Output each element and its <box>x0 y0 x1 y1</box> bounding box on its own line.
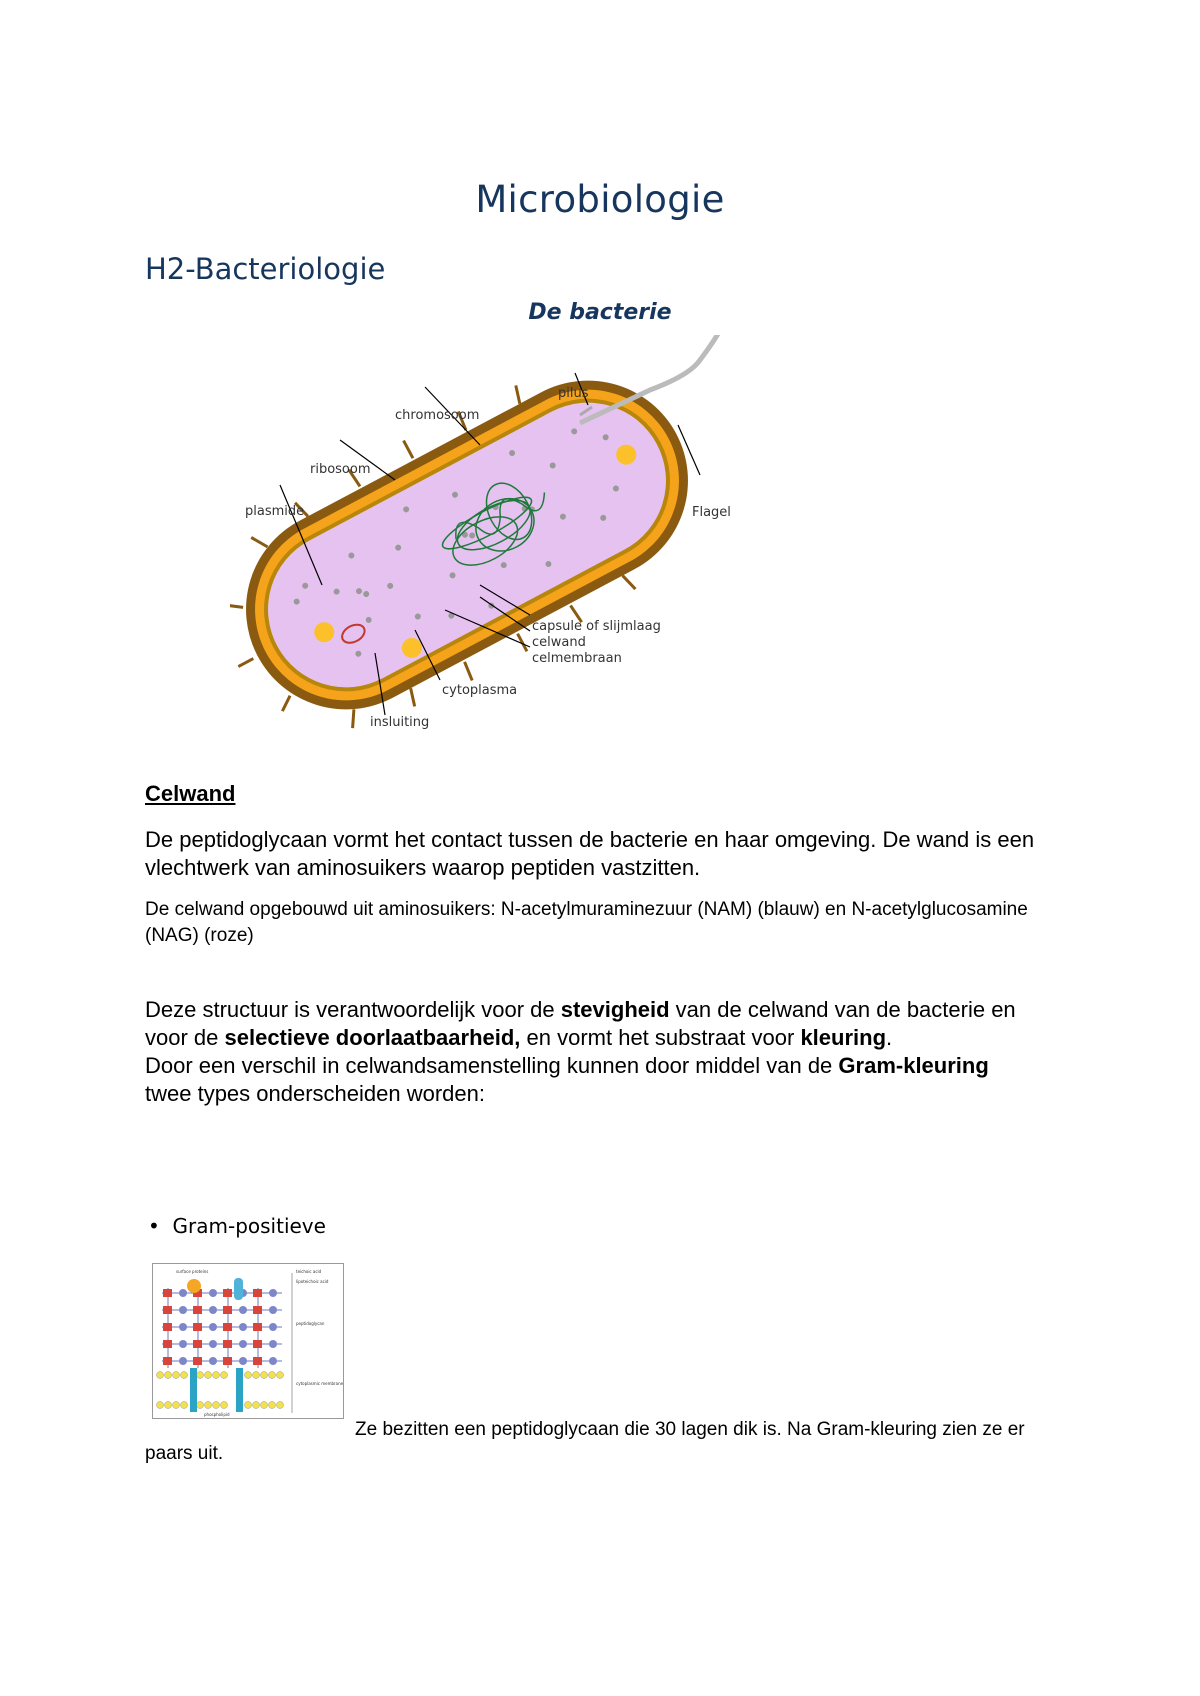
label-celmembraan: celmembraan <box>532 651 622 666</box>
paragraph-2: De celwand opgebouwd uit aminosuikers: N-acetylmuraminezuur (NAM) (blauw) en N-acetylglucosamine (NAG) (roze) <box>145 899 1028 946</box>
label-cytoplasmic-membrane: cytoplasmic membrane <box>296 1381 344 1386</box>
paragraph-3 <box>145 996 1065 1108</box>
p3-text: Deze structuur is verantwoordelijk voor de <box>145 997 561 1022</box>
surface-protein <box>234 1278 243 1300</box>
label-surface-proteins: surface proteins <box>176 1269 209 1274</box>
label-chromosoom: chromosoom <box>395 408 480 423</box>
p3-bold: kleuring <box>800 1025 887 1050</box>
section-heading: Celwand <box>145 781 236 806</box>
p3-text: van de celwand van de bacterie en <box>669 997 1016 1022</box>
gram-positive-description: Ze bezitten een peptidoglycaan die 30 lagen dik is. Na Gram-kleuring zien ze er paars uit. <box>145 1419 1025 1464</box>
label-flagel: Flagel <box>692 505 731 520</box>
label-lipoteichoic-acid: lipoteichoic acid <box>296 1279 329 1284</box>
p3-bold: selectieve doorlaatbaarheid, <box>224 1025 521 1050</box>
p3-text: . <box>886 1025 893 1050</box>
chapter-heading: H2-Bacteriologie <box>145 252 386 286</box>
p3-text: Door een verschil in celwandsamenstelling kunnen door middel van de <box>145 1053 839 1078</box>
label-peptidoglycan: peptidoglycan <box>296 1321 325 1326</box>
label-pilus: pilus <box>558 386 589 401</box>
label-teichoic-acid: teichoic acid <box>296 1269 322 1274</box>
document-title: Microbiologie <box>475 178 725 221</box>
bullet-gram-positive <box>148 1214 326 1238</box>
label-ribosoom: ribosoom <box>310 462 371 477</box>
p3-bold: Gram-kleuring <box>838 1053 989 1078</box>
figure-title: De bacterie <box>528 300 672 325</box>
p3-text: voor de <box>145 1025 225 1050</box>
bacterium-diagram <box>230 335 790 740</box>
label-cytoplasma: cytoplasma <box>442 683 518 698</box>
p3-text: en vormt het substraat voor <box>520 1025 801 1050</box>
label-insluiting: insluiting <box>370 715 430 730</box>
p3-bold: stevigheid <box>560 997 670 1022</box>
bullet-label: Gram-positieve <box>172 1214 326 1238</box>
bullet-dot-icon: • <box>148 1214 173 1238</box>
paragraph-1: De peptidoglycaan vormt het contact tussen de bacterie en haar omgeving. De wand is een vlechtwerk van aminosuikers waarop peptiden vastzitten. <box>145 827 1035 880</box>
label-plasmide: plasmide <box>245 504 305 519</box>
label-capsule: capsule of slijmlaag <box>532 619 661 634</box>
p3-text: twee types onderscheiden worden: <box>145 1081 485 1106</box>
surface-protein <box>187 1279 201 1293</box>
label-celwand: celwand <box>532 635 586 650</box>
label-phospholipid: phospholipid <box>204 1412 230 1417</box>
gram-positive-diagram <box>152 1263 344 1419</box>
